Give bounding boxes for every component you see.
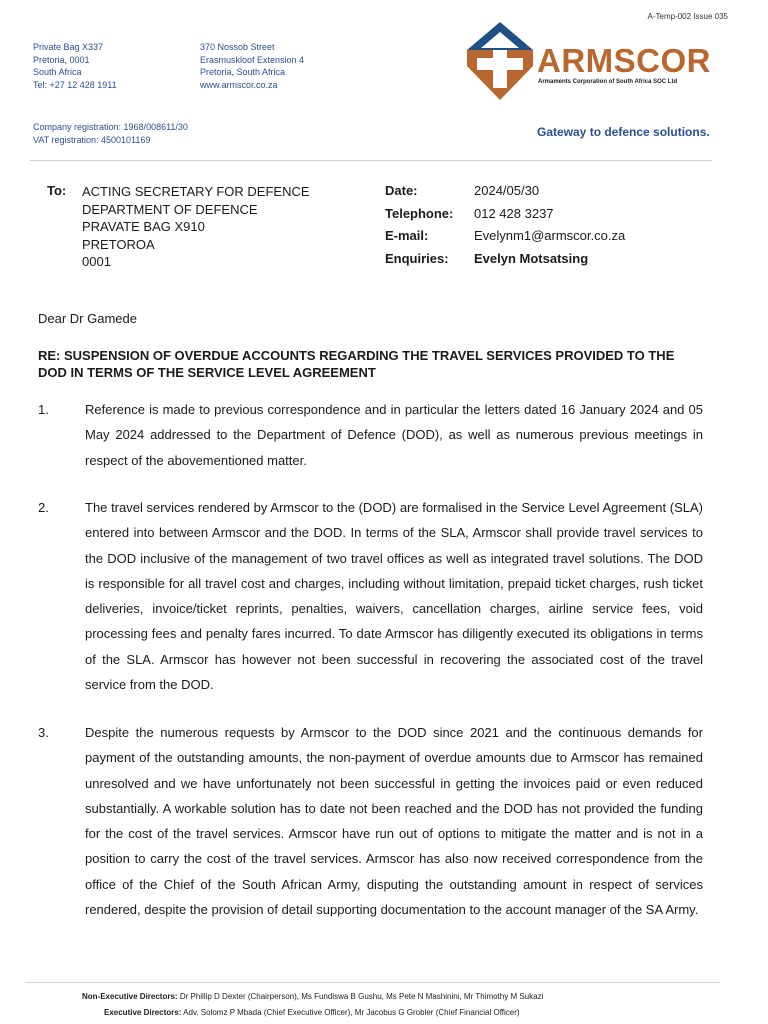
recipient-line: PRETOROA — [82, 236, 155, 252]
enquiries-value: Evelyn Motsatsing — [474, 250, 589, 266]
address-line: Private Bag X337 — [33, 42, 104, 52]
registration-info — [33, 121, 188, 146]
paragraph-number: 3. — [38, 725, 49, 740]
email-link[interactable]: Evelynm1@armscor.co.za — [474, 228, 626, 243]
vat-registration: VAT registration: 4500101169 — [33, 134, 151, 145]
logo-wordmark: ARMSCOR — [537, 42, 711, 79]
armscor-logo — [465, 20, 730, 105]
executive-directors — [104, 1008, 520, 1017]
paragraph-number: 1. — [38, 402, 49, 417]
company-registration: Company registration: 1968/008611/30 — [33, 122, 188, 132]
paragraph-text: Despite the numerous requests by Armscor to the DOD since 2021 and the continuous demands for payment of the outstanding amounts, the non-payment of overdue amounts due to Armscor has remained unresolved and we have unfortunately not been successful in getting the invoices paid or even reduced substantially. A workable solution has to date not been reached and the DOD has not provided the funding for the cost of the travel services. Armscor have run out of options to mitigate the matter and is not in a position to carry the cost of the travel services. Armscor has also now received correspondence from the office of the Chief of the South African Army, disputing the outstanding amount in respect of services rendered, despite the provision of detail supporting documentation to the account manager of the SA Army. — [85, 725, 703, 918]
paragraph-2 — [38, 495, 703, 697]
armscor-emblem-icon — [465, 20, 535, 102]
address-line: Pretoria, South Africa — [200, 67, 286, 77]
email-label: E-mail: — [385, 228, 429, 243]
address-line: 370 Nossob Street — [200, 42, 275, 52]
recipient-label: To: — [47, 183, 67, 198]
template-code: A-Temp-002 Issue 035 — [647, 12, 728, 21]
date-label: Date: — [385, 183, 418, 198]
letter-meta — [385, 183, 625, 273]
paragraph-text: The travel services rendered by Armscor to the (DOD) are formalised in the Service Level Agreement (SLA) entered into between Armscor and the DOD. In terms of the SLA, Armscor shall provide travel services to the DOD inclusive of the management of two travel offices as well as integrated travel solutions. The DOD is responsible for all travel cost and charges, including without limitation, prepaid ticket charges, rush ticket deliveries, invoice/ticket reprints, penalties, waivers, cancellation charges, airline service fees, void processing fees and penalty fares incurred. To date Armscor has diligently executed its obligations in terms of the SLA. Armscor has however not been successful in recovering the associated cost of the travel service from the DOD. — [85, 500, 703, 693]
address-line: Tel: +27 12 428 1911 — [33, 79, 117, 90]
website-link[interactable]: www.armscor.co.za — [200, 79, 278, 90]
non-exec-label: Non-Executive Directors: — [82, 992, 178, 1001]
street-address — [200, 41, 304, 91]
recipient-line: ACTING SECRETARY FOR DEFENCE — [82, 184, 310, 199]
salutation: Dear Dr Gamede — [38, 311, 137, 326]
recipient-address — [82, 183, 310, 271]
recipient-line: DEPARTMENT OF DEFENCE — [82, 201, 258, 217]
non-exec-names: Dr Phillip D Dexter (Chairperson), Ms Fundiswa B Gushu, Ms Pete N Mashinini, Mr Thimothy M Sukazi — [179, 992, 544, 1001]
subject-heading: RE: SUSPENSION OF OVERDUE ACCOUNTS REGARDING THE TRAVEL SERVICES PROVIDED TO THE DOD IN TERMS OF THE SERVICE LEVEL AGREEMENT — [38, 348, 675, 380]
postal-address — [33, 41, 117, 91]
paragraph-1 — [38, 397, 703, 473]
address-line: Erasmuskloof Extension 4 — [200, 54, 305, 65]
exec-names: Adv. Solomz P Mbada (Chief Executive Officer), Mr Jacobus G Grobler (Chief Financial Officer) — [183, 1008, 520, 1017]
address-line: South Africa — [33, 67, 82, 77]
paragraph-number: 2. — [38, 500, 49, 515]
address-line: Pretoria, 0001 — [33, 54, 90, 65]
enquiries-label: Enquiries: — [385, 250, 449, 266]
telephone-value: 012 428 3237 — [474, 205, 554, 221]
telephone-label: Telephone: — [385, 205, 454, 221]
recipient-line: 0001 — [82, 254, 111, 269]
non-executive-directors — [82, 992, 543, 1001]
recipient-line: PRAVATE BAG X910 — [82, 219, 205, 234]
paragraph-3 — [38, 720, 703, 922]
header-divider — [30, 160, 712, 161]
logo-subtitle: Armaments Corporation of South Africa SOC Ltd — [538, 79, 678, 85]
footer-divider — [25, 982, 720, 983]
exec-label: Executive Directors: — [104, 1008, 182, 1017]
tagline: Gateway to defence solutions. — [537, 125, 710, 139]
date-value: 2024/05/30 — [474, 183, 540, 198]
paragraph-text: Reference is made to previous correspondence and in particular the letters dated 16 January 2024 and 05 May 2024 addressed to the Department of Defence (DOD), as well as numerous previous meetings in respect of the abovementioned matter. — [85, 402, 703, 468]
